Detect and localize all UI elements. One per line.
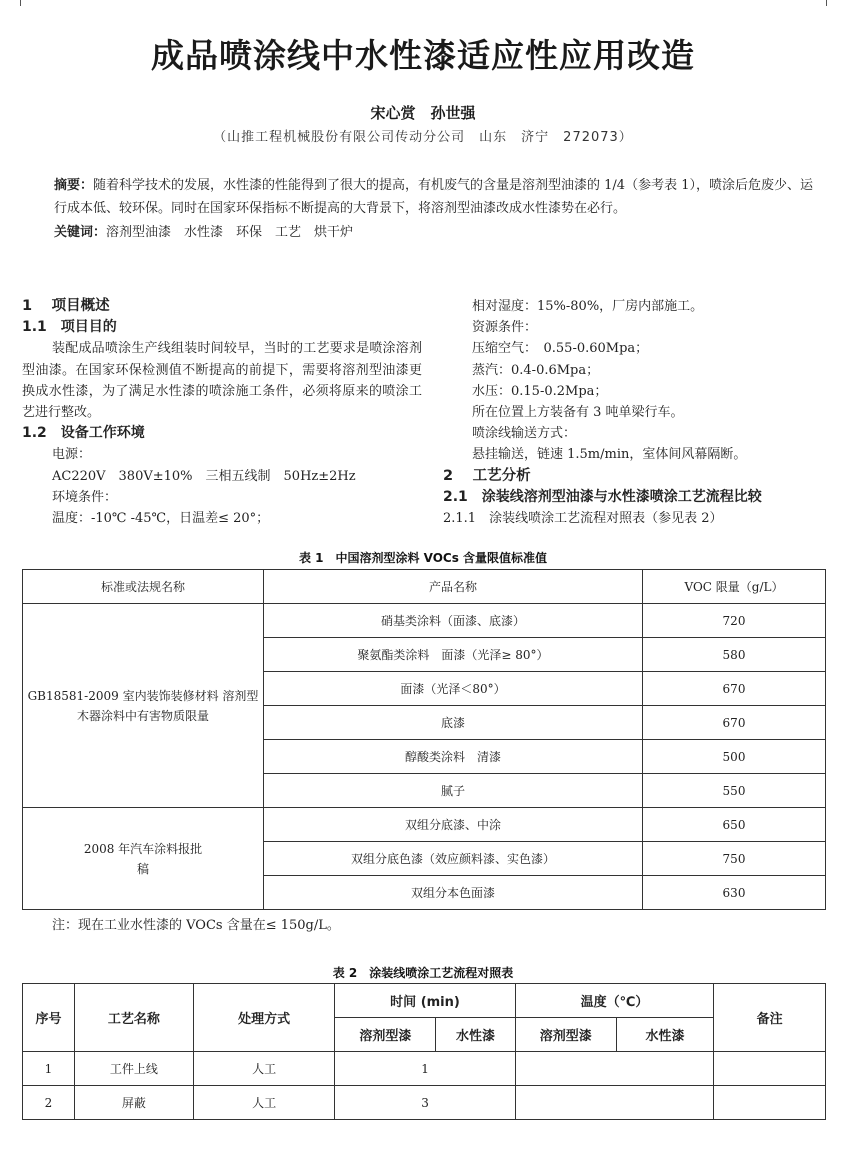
section-heading: 2 工艺分析: [443, 467, 531, 484]
subsection-heading: 1.2 设备工作环境: [22, 425, 145, 442]
standard-name: 2008 年汽车涂料报批稿: [23, 808, 264, 910]
abstract: [24, 174, 824, 220]
right-column: [442, 296, 832, 529]
affiliation: （山推工程机械股份有限公司传动分公司 山东 济宁 272073）: [213, 130, 633, 145]
voc-value: 750: [643, 842, 826, 876]
column-header: 工艺名称: [74, 984, 193, 1052]
column-header: 溶剂型漆: [335, 1018, 436, 1052]
product-name: 硝基类涂料（面漆、底漆）: [264, 604, 643, 638]
text-line: 温度：-10℃ -45℃，日温差≤ 20°；: [52, 511, 270, 527]
text-line: 蒸汽：0.4-0.6Mpa；: [472, 362, 600, 378]
process-name: 工件上线: [74, 1052, 193, 1086]
voc-value: 670: [643, 706, 826, 740]
product-name: 腻子: [264, 774, 643, 808]
voc-value: 550: [643, 774, 826, 808]
process-name: 屏蔽: [74, 1086, 193, 1120]
keywords: [54, 221, 353, 240]
process-method: 人工: [193, 1086, 335, 1120]
product-name: 双组分本色面漆: [264, 876, 643, 910]
column-header: 水性漆: [616, 1018, 714, 1052]
column-header: VOC 限量（g/L）: [643, 570, 826, 604]
table-header-row: [23, 570, 826, 604]
column-header: 水性漆: [436, 1018, 515, 1052]
voc-value: 720: [643, 604, 826, 638]
process-temp: [515, 1086, 714, 1120]
column-header: 处理方式: [193, 984, 335, 1052]
process-temp: [515, 1052, 714, 1086]
text-line: 2.1.1 涂装线喷涂工艺流程对照表（参见表 2）: [443, 511, 723, 527]
left-column: [22, 296, 422, 529]
table-header-row: [23, 984, 826, 1018]
product-name: 面漆（光泽＜80°）: [264, 672, 643, 706]
column-header: 标准或法规名称: [23, 570, 264, 604]
keywords-text: 溶剂型油漆 水性漆 环保 工艺 烘干炉: [106, 225, 354, 240]
product-name: 底漆: [264, 706, 643, 740]
subsection-heading: 1.1 项目目的: [22, 319, 117, 336]
table-row: [23, 1086, 826, 1120]
column-header: 备注: [714, 984, 826, 1052]
column-header: 时间 (min): [335, 984, 515, 1018]
row-number: 1: [23, 1052, 75, 1086]
process-method: 人工: [193, 1052, 335, 1086]
text-line: 环境条件：: [52, 489, 118, 505]
column-header: 溶剂型漆: [515, 1018, 616, 1052]
paragraph: 装配成品喷涂生产线组装时间较早，当时的工艺要求是喷涂溶剂型油漆。在国家环保检测值不断提高的前提下，需要将溶剂型油漆更换成水性漆，为了满足水性漆的喷涂施工条件，必须将原来的喷涂工艺进行整改。: [22, 341, 422, 421]
product-name: 双组分底色漆（效应颜料漆、实色漆）: [264, 842, 643, 876]
process-comparison-table: [22, 983, 826, 1120]
table-row: [23, 604, 826, 638]
table2-caption: 表 2 涂装线喷涂工艺流程对照表: [332, 966, 514, 980]
text-line: 悬挂输送，链速 1.5m/min，室体间风幕隔断。: [472, 447, 747, 463]
crop-mark-right: [826, 0, 827, 6]
crop-mark-left: [20, 0, 21, 6]
text-line: 资源条件：: [472, 320, 538, 336]
column-header: 温度（℃）: [515, 984, 714, 1018]
keywords-label: 关键词：: [54, 225, 107, 240]
standard-name: GB18581-2009 室内装饰装修材料 溶剂型木器涂料中有害物质限量: [23, 604, 264, 808]
voc-value: 670: [643, 672, 826, 706]
voc-value: 650: [643, 808, 826, 842]
text-line: 压缩空气： 0.55-0.60Mpa；: [472, 341, 649, 357]
text-line: 相对湿度：15%-80%，厂房内部施工。: [472, 299, 704, 314]
table1-note: 注：现在工业水性漆的 VOCs 含量在≤ 150g/L。: [52, 918, 340, 933]
section-heading: 1 项目概述: [22, 298, 110, 314]
text-line: AC220V 380V±10% 三相五线制 50Hz±2Hz: [52, 468, 356, 484]
table1-caption: 表 1 中国溶剂型涂料 VOCs 含量限值标准值: [298, 551, 548, 565]
voc-value: 580: [643, 638, 826, 672]
product-name: 双组分底漆、中涂: [264, 808, 643, 842]
process-remark: [714, 1086, 826, 1120]
voc-limit-table: [22, 569, 826, 910]
row-number: 2: [23, 1086, 75, 1120]
text-line: 水压：0.15-0.2Mpa；: [472, 383, 608, 399]
table-row: [23, 1052, 826, 1086]
authors: 宋心赏 孙世强: [370, 104, 476, 122]
product-name: 聚氨酯类涂料 面漆（光泽≥ 80°）: [264, 638, 643, 672]
process-remark: [714, 1052, 826, 1086]
voc-value: 630: [643, 876, 826, 910]
table-row: [23, 808, 826, 842]
paper-title: 成品喷涂线中水性漆适应性应用改造: [151, 36, 695, 75]
column-header: 序号: [23, 984, 75, 1052]
text-line: 电源：: [52, 447, 92, 463]
voc-value: 500: [643, 740, 826, 774]
process-time: 1: [335, 1052, 515, 1086]
abstract-label: 摘要：: [54, 178, 94, 193]
text-line: 所在位置上方装备有 3 吨单梁行车。: [472, 405, 684, 421]
column-header: 产品名称: [264, 570, 643, 604]
text-line: 喷涂线输送方式：: [472, 426, 577, 442]
product-name: 醇酸类涂料 清漆: [264, 740, 643, 774]
abstract-text: 随着科学技术的发展，水性漆的性能得到了很大的提高，有机废气的含量是溶剂型油漆的 1/4（参考表 1），喷涂后危废少、运行成本低、较环保。同时在国家环保指标不断提高的大背景下，将溶剂型油漆改成水性漆势在必行。: [54, 178, 813, 216]
process-time: 3: [335, 1086, 515, 1120]
subsection-heading: 2.1 涂装线溶剂型油漆与水性漆喷涂工艺流程比较: [443, 488, 762, 505]
